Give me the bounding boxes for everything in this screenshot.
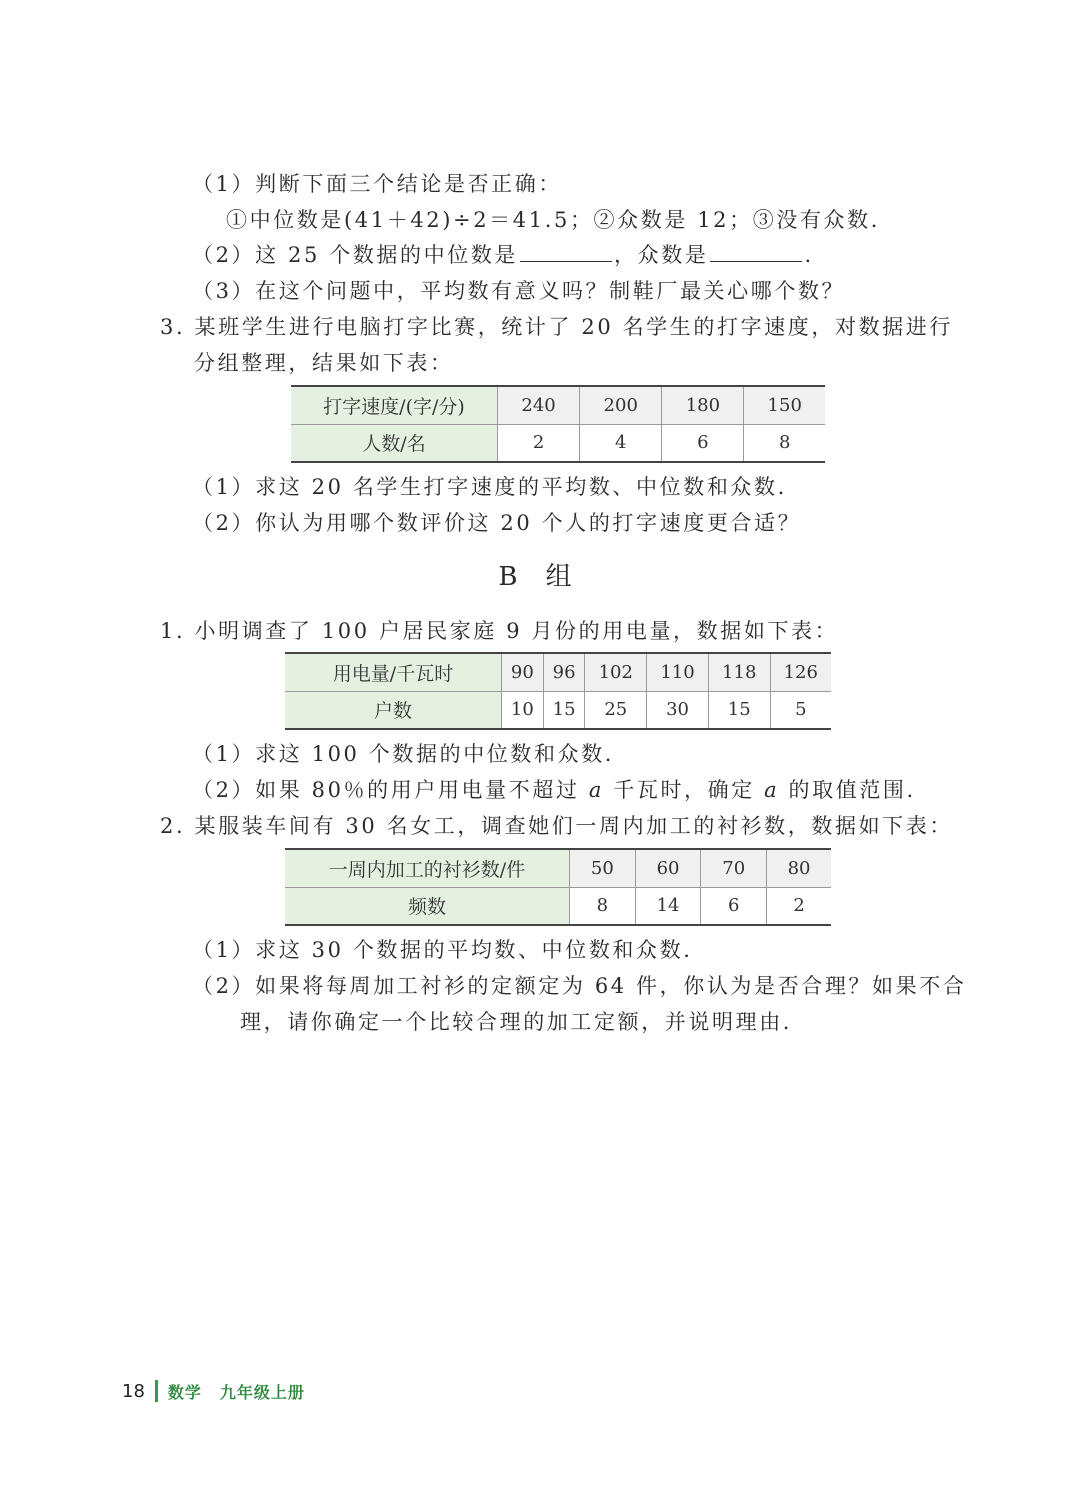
q2-sub2-end: . [804,243,814,267]
table-cell: 6 [662,424,744,462]
table-header: 频数 [285,887,570,925]
table-cell: 50 [570,849,636,887]
variable-a: a [764,778,780,802]
b-q1-sub2-end: 的取值范围. [779,778,916,802]
table-cell: 150 [744,386,825,424]
table-cell: 70 [701,849,767,887]
table-cell: 8 [744,424,825,462]
b-q2-sub2-line2: 理，请你确定一个比较合理的加工定额，并说明理由. [240,1010,793,1034]
table-cell: 25 [585,691,647,729]
q2-sub3: （3）在这个问题中，平均数有意义吗？制鞋厂最关心哪个数？ [192,279,846,303]
table-cell: 14 [635,887,701,925]
table-cell: 240 [498,386,580,424]
variable-a: a [588,778,604,802]
table-cell: 96 [543,653,585,691]
b-q1-sub2-mid: 千瓦时，确定 [603,778,765,802]
q3-sub2: （2）你认为用哪个数评价这 20 个人的打字速度更合适？ [192,511,802,535]
table-cell: 180 [662,386,744,424]
table-cell: 200 [580,386,662,424]
q2-sub2-text: （2）这 25 个数据的中位数是 [192,243,519,267]
q2-sub1-conclusions: ①中位数是(41＋42)÷2＝41.5；②众数是 12；③没有众数. [226,208,881,232]
table-header: 用电量/千瓦时 [285,653,502,691]
q2-sub2-mid: ，众数是 [614,243,709,267]
table-cell: 15 [543,691,585,729]
b-q1-sub2-text: （2）如果 80％的用户用电量不超过 [192,778,589,802]
page-footer [122,1378,305,1404]
typing-speed-table [291,385,825,463]
table-header: 打字速度/(字/分) [291,386,498,424]
table-header: 一周内加工的衬衫数/件 [285,849,570,887]
table-cell: 2 [498,424,580,462]
b-q1-line: 1. 小明调查了 100 户居民家庭 9 月份的用电量，数据如下表： [160,619,839,643]
b-q2-line: 2. 某服装车间有 30 名女工，调查她们一周内加工的衬衫数，数据如下表： [160,814,953,838]
b-q1-sub2 [192,776,916,804]
electricity-table [285,652,831,730]
footer-grade: 九年级上册 [219,1382,305,1402]
q3-sub1: （1）求这 20 名学生打字速度的平均数、中位数和众数. [192,475,787,499]
shirt-table [285,848,831,926]
b-q2-sub2-line1: （2）如果将每周加工衬衫的定额定为 64 件，你认为是否合理？如果不合 [192,974,967,998]
table-cell: 118 [708,653,770,691]
table-cell: 60 [635,849,701,887]
q2-sub2 [192,241,814,269]
table-header: 户数 [285,691,502,729]
table-cell: 90 [502,653,544,691]
table-header: 人数/名 [291,424,498,462]
table-cell: 30 [647,691,709,729]
section-title: B 组 [498,562,582,592]
table-cell: 102 [585,653,647,691]
table-cell: 10 [502,691,544,729]
q3-line1: 3. 某班学生进行电脑打字比赛，统计了 20 名学生的打字速度，对数据进行 [160,315,953,339]
q3-line2: 分组整理，结果如下表： [194,351,454,375]
footer-subject: 数学 [167,1382,202,1402]
table-cell: 15 [708,691,770,729]
answer-blank [710,241,802,262]
footer-divider [155,1380,158,1402]
table-cell: 4 [580,424,662,462]
b-q1-sub1: （1）求这 100 个数据的中位数和众数. [192,742,615,766]
table-cell: 5 [770,691,831,729]
table-cell: 8 [570,887,636,925]
answer-blank [520,241,612,262]
table-cell: 80 [767,849,831,887]
table-cell: 6 [701,887,767,925]
table-cell: 110 [647,653,709,691]
b-q2-sub1: （1）求这 30 个数据的平均数、中位数和众数. [192,938,693,962]
page-number: 18 [122,1380,145,1402]
table-cell: 2 [767,887,831,925]
table-cell: 126 [770,653,831,691]
q2-sub1: （1）判断下面三个结论是否正确： [192,172,562,196]
